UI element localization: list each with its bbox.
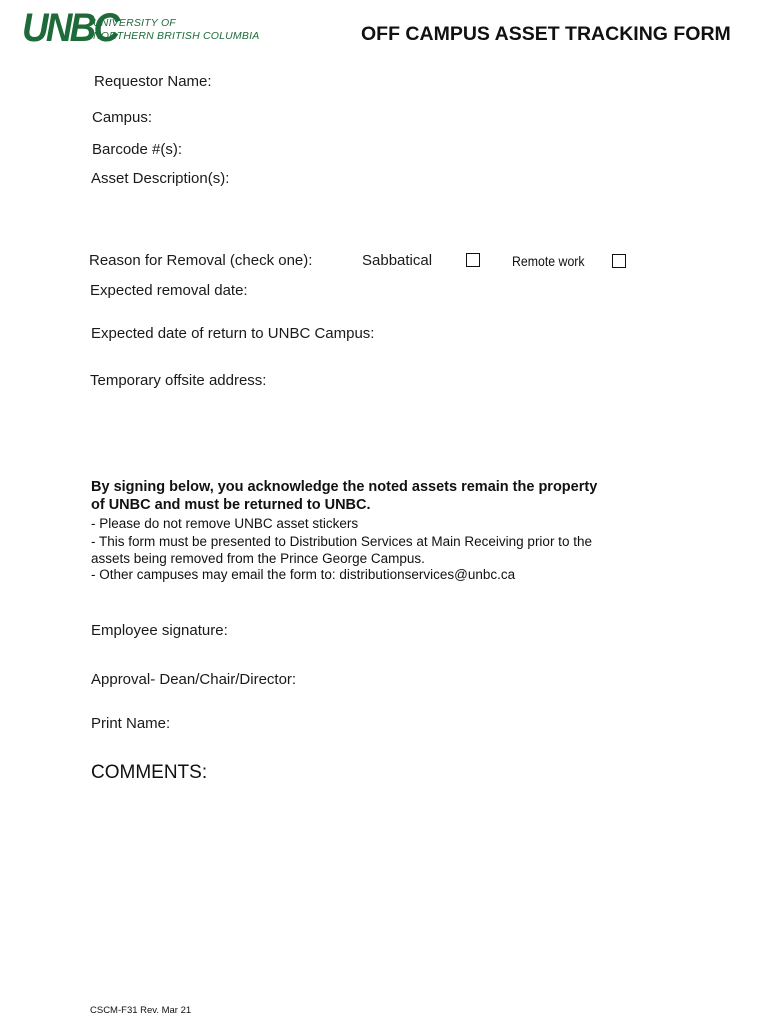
acknowledgement-line-1: By signing below, you acknowledge the noted assets remain the property (91, 479, 598, 495)
remote-work-label: Remote work (512, 253, 585, 269)
requestor-name-label: Requestor Name: (94, 73, 212, 90)
acknowledgement-line-2: of UNBC and must be returned to UNBC. (91, 497, 371, 513)
logo-northern-british-columbia: NORTHERN BRITISH COLUMBIA (93, 30, 260, 42)
expected-removal-date-label: Expected removal date: (90, 282, 248, 299)
logo-university-of: UNIVERSITY OF (93, 17, 176, 29)
expected-return-date-label: Expected date of return to UNBC Campus: (91, 325, 375, 342)
note-other-campuses: - Other campuses may email the form to: distributionservices@unbc.ca (91, 567, 516, 582)
asset-description-label: Asset Description(s): (91, 170, 230, 187)
sabbatical-checkbox[interactable] (466, 253, 480, 267)
temporary-address-label: Temporary offsite address: (90, 372, 267, 389)
page-title: OFF CAMPUS ASSET TRACKING FORM (361, 23, 731, 45)
reason-for-removal-label: Reason for Removal (check one): (89, 252, 313, 269)
employee-signature-label: Employee signature: (91, 622, 228, 639)
campus-label: Campus: (92, 109, 153, 126)
print-name-label: Print Name: (91, 715, 171, 732)
note-distribution-line-2: assets being removed from the Prince George Campus. (91, 551, 425, 566)
comments-heading: COMMENTS: (91, 762, 208, 783)
barcode-label: Barcode #(s): (92, 141, 183, 158)
sabbatical-label: Sabbatical (362, 252, 433, 269)
note-distribution-line-1: - This form must be presented to Distribution Services at Main Receiving prior to the (91, 534, 592, 549)
note-stickers: - Please do not remove UNBC asset stickers (91, 516, 359, 531)
approval-label: Approval- Dean/Chair/Director: (91, 671, 297, 688)
remote-work-checkbox[interactable] (612, 254, 626, 268)
form-code: CSCM-F31 Rev. Mar 21 (90, 1005, 192, 1016)
unbc-logo-mark: UNBC (22, 6, 118, 50)
